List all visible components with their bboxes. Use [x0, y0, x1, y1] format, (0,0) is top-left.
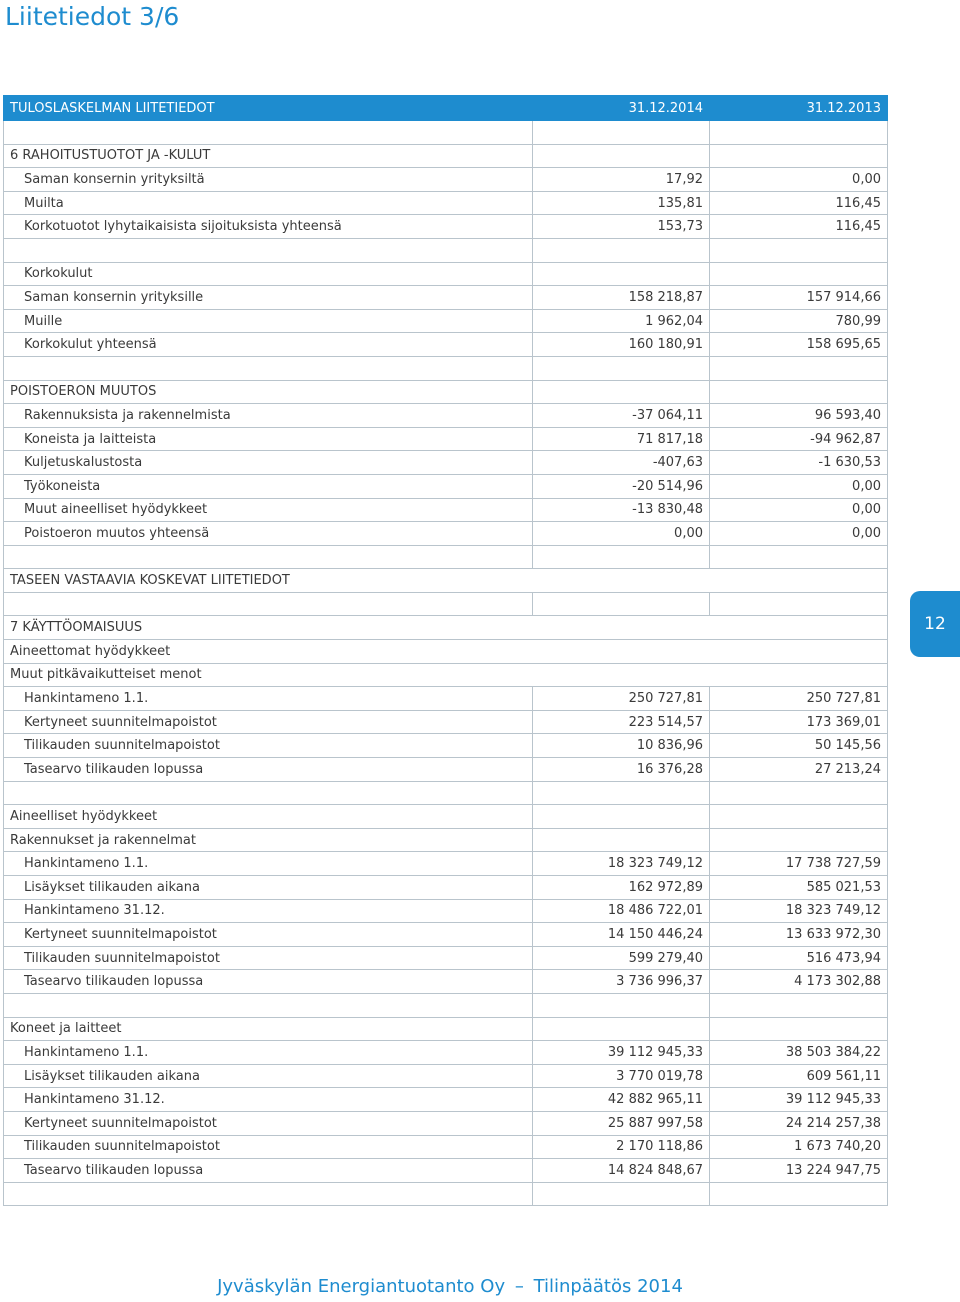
row-label: Kertyneet suunnitelmapoistot	[4, 923, 533, 947]
value-2013: 50 145,56	[710, 734, 888, 758]
empty-cell	[710, 144, 888, 168]
blank-row	[4, 993, 888, 1017]
notes-table-body	[4, 96, 888, 1206]
value-2013: 17 738 727,59	[710, 852, 888, 876]
blank-cell	[533, 238, 710, 262]
empty-cell	[710, 828, 888, 852]
section-heading: Aineettomat hyödykkeet	[4, 640, 888, 664]
value-2014: 3 736 996,37	[533, 970, 710, 994]
table-row	[4, 498, 888, 522]
blank-cell	[4, 356, 533, 380]
row-label: Hankintameno 31.12.	[4, 1088, 533, 1112]
value-2014: 42 882 965,11	[533, 1088, 710, 1112]
table-header-row	[4, 96, 888, 121]
table-row	[4, 1111, 888, 1135]
value-2013: 4 173 302,88	[710, 970, 888, 994]
blank-cell	[710, 356, 888, 380]
blank-cell	[4, 993, 533, 1017]
table-row	[4, 191, 888, 215]
row-label: Rakennuksista ja rakennelmista	[4, 404, 533, 428]
row-label: Saman konsernin yrityksille	[4, 286, 533, 310]
value-2014: 14 824 848,67	[533, 1159, 710, 1183]
table-row	[4, 286, 888, 310]
value-2014: 3 770 019,78	[533, 1064, 710, 1088]
blank-row	[4, 238, 888, 262]
empty-cell	[533, 805, 710, 829]
value-2014: 14 150 446,24	[533, 923, 710, 947]
blank-row	[4, 1182, 888, 1206]
blank-cell	[4, 238, 533, 262]
empty-cell	[533, 262, 710, 286]
blank-cell	[4, 1182, 533, 1206]
value-2013: 0,00	[710, 474, 888, 498]
notes-table	[3, 95, 888, 1206]
blank-row	[4, 121, 888, 145]
table-row	[4, 1041, 888, 1065]
section-heading-row	[4, 828, 888, 852]
row-label: Muut aineelliset hyödykkeet	[4, 498, 533, 522]
table-row	[4, 1159, 888, 1183]
section-heading-row	[4, 1017, 888, 1041]
row-label: Tilikauden suunnitelmapoistot	[4, 734, 533, 758]
value-2014: 10 836,96	[533, 734, 710, 758]
row-label: Lisäykset tilikauden aikana	[4, 876, 533, 900]
blank-cell	[710, 592, 888, 616]
blank-cell	[4, 121, 533, 145]
value-2014: 250 727,81	[533, 687, 710, 711]
row-label: Kuljetuskalustosta	[4, 451, 533, 475]
value-2014: 153,73	[533, 215, 710, 239]
table-row	[4, 687, 888, 711]
value-2014: 160 180,91	[533, 333, 710, 357]
table-row	[4, 1064, 888, 1088]
table-row	[4, 923, 888, 947]
value-2014: -20 514,96	[533, 474, 710, 498]
value-2014: 1 962,04	[533, 309, 710, 333]
blank-cell	[710, 238, 888, 262]
value-2013: 585 021,53	[710, 876, 888, 900]
table-row	[4, 1135, 888, 1159]
table-row	[4, 474, 888, 498]
value-2013: 516 473,94	[710, 946, 888, 970]
section-heading-row	[4, 640, 888, 664]
section-heading: POISTOERON MUUTOS	[4, 380, 533, 404]
value-2013: 157 914,66	[710, 286, 888, 310]
blank-cell	[710, 545, 888, 569]
row-label: Lisäykset tilikauden aikana	[4, 1064, 533, 1088]
value-2013: 158 695,65	[710, 333, 888, 357]
table-row	[4, 734, 888, 758]
value-2013: 116,45	[710, 191, 888, 215]
value-2014: 223 514,57	[533, 710, 710, 734]
table-row	[4, 710, 888, 734]
value-2014: 25 887 997,58	[533, 1111, 710, 1135]
row-label: Poistoeron muutos yhteensä	[4, 522, 533, 546]
table-row	[4, 758, 888, 782]
blank-cell	[533, 1182, 710, 1206]
value-2013: -1 630,53	[710, 451, 888, 475]
row-label: Tasearvo tilikauden lopussa	[4, 970, 533, 994]
page-number-tab: 12	[910, 591, 960, 657]
value-2013: 116,45	[710, 215, 888, 239]
row-label: Muilta	[4, 191, 533, 215]
value-2014: 17,92	[533, 168, 710, 192]
empty-cell	[533, 380, 710, 404]
empty-cell	[710, 805, 888, 829]
blank-cell	[4, 592, 533, 616]
blank-cell	[533, 121, 710, 145]
blank-cell	[533, 545, 710, 569]
section-heading-row	[4, 663, 888, 687]
blank-cell	[4, 545, 533, 569]
section-heading: TASEEN VASTAAVIA KOSKEVAT LIITETIEDOT	[4, 569, 888, 593]
value-2013: 173 369,01	[710, 710, 888, 734]
page-title: Liitetiedot 3/6	[5, 2, 180, 31]
row-label: Hankintameno 1.1.	[4, 1041, 533, 1065]
row-label: Työkoneista	[4, 474, 533, 498]
row-label: Korkotuotot lyhytaikaisista sijoituksista yhteensä	[4, 215, 533, 239]
value-2014: 39 112 945,33	[533, 1041, 710, 1065]
table-row	[4, 215, 888, 239]
row-label: Tasearvo tilikauden lopussa	[4, 1159, 533, 1183]
blank-cell	[710, 1182, 888, 1206]
section-heading: Rakennukset ja rakennelmat	[4, 828, 533, 852]
blank-cell	[710, 781, 888, 805]
table-row	[4, 451, 888, 475]
row-label: Hankintameno 1.1.	[4, 687, 533, 711]
empty-cell	[533, 828, 710, 852]
value-2014: -13 830,48	[533, 498, 710, 522]
section-heading-row	[4, 805, 888, 829]
value-2014: 71 817,18	[533, 427, 710, 451]
blank-cell	[533, 781, 710, 805]
section-heading: Koneet ja laitteet	[4, 1017, 533, 1041]
row-label: Hankintameno 1.1.	[4, 852, 533, 876]
table-header-label: TULOSLASKELMAN LIITETIEDOT	[4, 96, 533, 121]
value-2013: 0,00	[710, 168, 888, 192]
value-2013: 1 673 740,20	[710, 1135, 888, 1159]
value-2014: 599 279,40	[533, 946, 710, 970]
table-header-col-2013: 31.12.2013	[710, 96, 888, 121]
value-2014: 158 218,87	[533, 286, 710, 310]
value-2014: 162 972,89	[533, 876, 710, 900]
section-heading: Muut pitkävaikutteiset menot	[4, 663, 888, 687]
value-2014: -37 064,11	[533, 404, 710, 428]
value-2014: 135,81	[533, 191, 710, 215]
blank-cell	[4, 781, 533, 805]
section-heading-row	[4, 569, 888, 593]
value-2013: 609 561,11	[710, 1064, 888, 1088]
value-2013: 39 112 945,33	[710, 1088, 888, 1112]
blank-row	[4, 545, 888, 569]
value-2013: 780,99	[710, 309, 888, 333]
value-2013: 38 503 384,22	[710, 1041, 888, 1065]
empty-cell	[533, 1017, 710, 1041]
table-row	[4, 852, 888, 876]
row-label: Tilikauden suunnitelmapoistot	[4, 1135, 533, 1159]
row-label: Muille	[4, 309, 533, 333]
table-row	[4, 333, 888, 357]
section-heading: Korkokulut	[4, 262, 533, 286]
value-2013: 13 224 947,75	[710, 1159, 888, 1183]
table-row	[4, 522, 888, 546]
table-row	[4, 404, 888, 428]
blank-row	[4, 356, 888, 380]
blank-cell	[710, 993, 888, 1017]
row-label: Tilikauden suunnitelmapoistot	[4, 946, 533, 970]
value-2013: 250 727,81	[710, 687, 888, 711]
value-2013: 0,00	[710, 498, 888, 522]
empty-cell	[710, 380, 888, 404]
footer	[0, 1276, 900, 1297]
section-heading: Aineelliset hyödykkeet	[4, 805, 533, 829]
table-row	[4, 309, 888, 333]
value-2014: 0,00	[533, 522, 710, 546]
value-2013: 96 593,40	[710, 404, 888, 428]
blank-cell	[710, 121, 888, 145]
row-label: Kertyneet suunnitelmapoistot	[4, 710, 533, 734]
value-2014: 2 170 118,86	[533, 1135, 710, 1159]
section-heading-row	[4, 616, 888, 640]
empty-cell	[710, 262, 888, 286]
blank-row	[4, 592, 888, 616]
section-heading-row	[4, 380, 888, 404]
value-2013: 13 633 972,30	[710, 923, 888, 947]
table-row	[4, 427, 888, 451]
value-2013: -94 962,87	[710, 427, 888, 451]
value-2014: 18 486 722,01	[533, 899, 710, 923]
row-label: Korkokulut yhteensä	[4, 333, 533, 357]
row-label: Tasearvo tilikauden lopussa	[4, 758, 533, 782]
value-2014: 16 376,28	[533, 758, 710, 782]
table-row	[4, 899, 888, 923]
row-label: Hankintameno 31.12.	[4, 899, 533, 923]
footer-report: Tilinpäätös 2014	[533, 1276, 683, 1297]
value-2014: 18 323 749,12	[533, 852, 710, 876]
section-heading: 7 KÄYTTÖOMAISUUS	[4, 616, 888, 640]
row-label: Saman konsernin yrityksiltä	[4, 168, 533, 192]
blank-cell	[533, 993, 710, 1017]
table-row	[4, 1088, 888, 1112]
table-row	[4, 876, 888, 900]
section-heading-row	[4, 144, 888, 168]
footer-separator: –	[514, 1276, 524, 1297]
empty-cell	[533, 144, 710, 168]
table-row	[4, 946, 888, 970]
section-heading: 6 RAHOITUSTUOTOT JA -KULUT	[4, 144, 533, 168]
blank-row	[4, 781, 888, 805]
value-2013: 27 213,24	[710, 758, 888, 782]
value-2013: 18 323 749,12	[710, 899, 888, 923]
value-2013: 0,00	[710, 522, 888, 546]
value-2014: -407,63	[533, 451, 710, 475]
table-header-col-2014: 31.12.2014	[533, 96, 710, 121]
row-label: Kertyneet suunnitelmapoistot	[4, 1111, 533, 1135]
value-2013: 24 214 257,38	[710, 1111, 888, 1135]
footer-company: Jyväskylän Energiantuotanto Oy	[217, 1276, 506, 1297]
table-row	[4, 970, 888, 994]
blank-cell	[533, 356, 710, 380]
empty-cell	[710, 1017, 888, 1041]
blank-cell	[533, 592, 710, 616]
table-row	[4, 168, 888, 192]
row-label: Koneista ja laitteista	[4, 427, 533, 451]
section-heading-row	[4, 262, 888, 286]
